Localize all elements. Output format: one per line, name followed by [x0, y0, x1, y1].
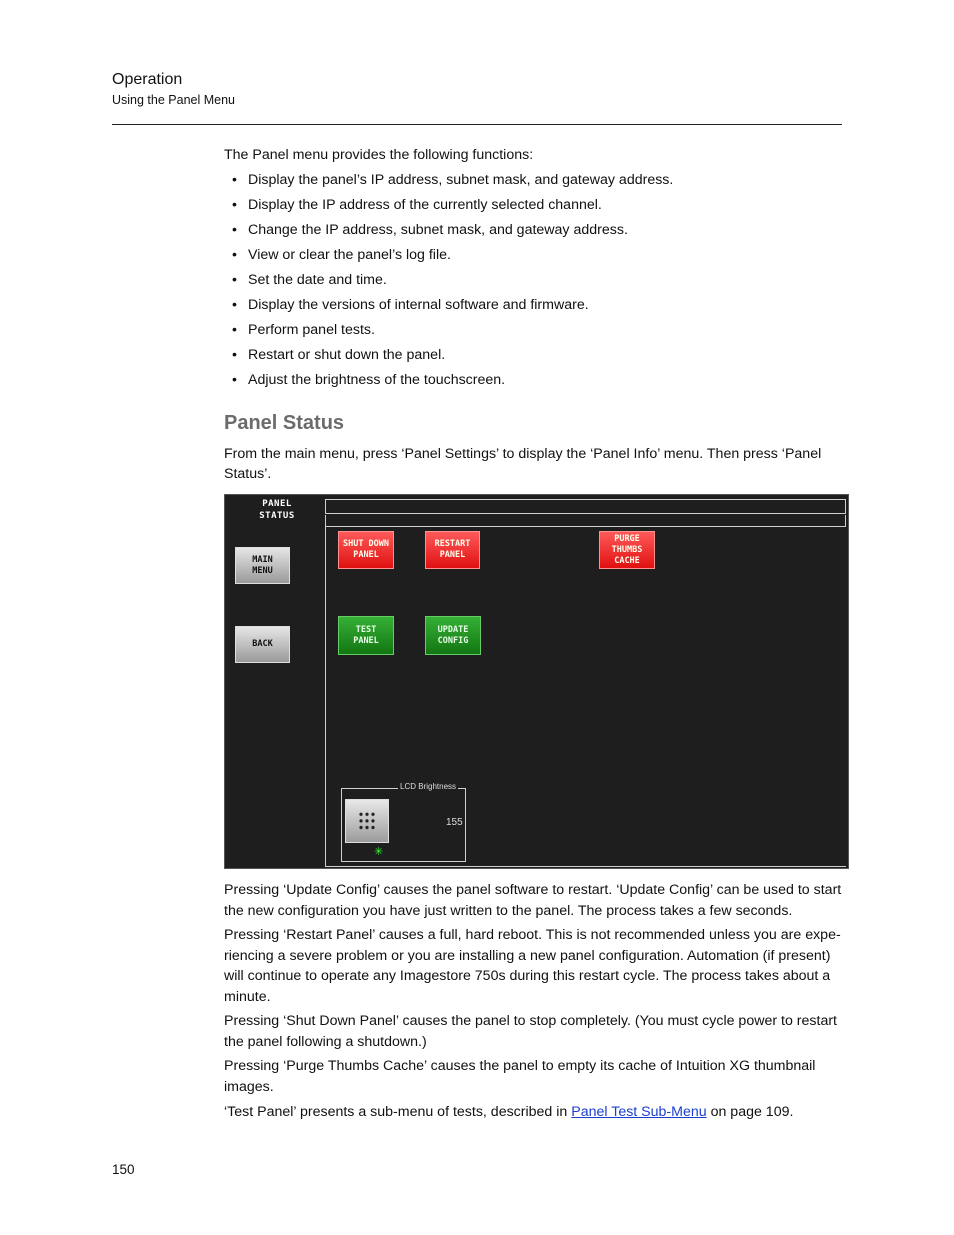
list-item: • Change the IP address, subnet mask, and gateway address.: [232, 220, 673, 245]
screen-title: PANEL STATUS: [259, 499, 295, 521]
text-fragment: ‘Test Panel’ presents a sub-menu of tests, described in: [224, 1104, 572, 1120]
list-item: • Set the date and time.: [232, 270, 673, 295]
intro-text: The Panel menu provides the following functions:: [224, 147, 534, 163]
keypad-button[interactable]: [345, 799, 389, 843]
paragraph-test-panel: [224, 1102, 849, 1123]
paragraph-update-config: Pressing ‘Update Config’ causes the panel software to restart. ‘Update Config’ can be used to start the new configuration you have just written to the panel. The process takes a few seconds.: [224, 882, 842, 919]
lcd-brightness-label: LCD Brightness: [400, 782, 457, 791]
header-title: Operation: [112, 71, 183, 88]
function-list: [232, 170, 673, 395]
list-item: • Perform panel tests.: [232, 320, 673, 345]
back-button[interactable]: BACK: [235, 626, 290, 663]
list-item: • Display the IP address of the currently selected channel.: [232, 195, 673, 220]
main-menu-button[interactable]: MAIN MENU: [235, 547, 290, 584]
update-config-button[interactable]: UPDATE CONFIG: [425, 616, 481, 655]
header-subtitle: Using the Panel Menu: [112, 93, 235, 107]
list-item: • Adjust the brightness of the touchscreen.: [232, 370, 673, 395]
star-indicator-icon: ✳: [374, 846, 384, 858]
test-panel-button[interactable]: TEST PANEL: [338, 616, 394, 655]
purge-thumbs-cache-button[interactable]: PURGE THUMBS CACHE: [599, 531, 655, 569]
restart-panel-button[interactable]: RESTART PANEL: [425, 531, 480, 569]
keypad-icon: [358, 811, 376, 831]
section-intro: From the main menu, press ‘Panel Settings’ to display the ‘Panel Info’ menu. Then press ‘Panel Status’.: [224, 446, 822, 482]
paragraph-shut-down: Pressing ‘Shut Down Panel’ causes the panel to stop completely. (You must cycle power to restart the panel following a shutdown.): [224, 1013, 837, 1050]
list-item: • Display the panel’s IP address, subnet mask, and gateway address.: [232, 170, 673, 195]
panel-test-submenu-link[interactable]: Panel Test Sub-Menu: [571, 1104, 707, 1120]
lcd-brightness-value: 155: [446, 817, 463, 828]
text-fragment: on page 109.: [706, 1104, 794, 1120]
section-heading: Panel Status: [224, 412, 345, 434]
list-item: • Restart or shut down the panel.: [232, 345, 673, 370]
shut-down-panel-button[interactable]: SHUT DOWN PANEL: [338, 531, 394, 569]
screen-status-bar: [325, 515, 846, 527]
list-item: • Display the versions of internal software and firmware.: [232, 295, 673, 320]
header-rule: [112, 124, 842, 125]
panel-status-screenshot: [224, 494, 849, 869]
list-item: • View or clear the panel’s log file.: [232, 245, 673, 270]
page-number: 150: [112, 1162, 135, 1177]
paragraph-restart-panel: Pressing ‘Restart Panel’ causes a full, hard reboot. This is not recommended unless you are expe-riencing a severe problem or you are installing a new panel configuration. Automation (if present) will continue to operate any Imagestore 750s during this restart cycle. The process takes about a minute.: [224, 927, 841, 1005]
paragraph-purge-cache: Pressing ‘Purge Thumbs Cache’ causes the panel to empty its cache of Intuition XG thumbnail images.: [224, 1058, 816, 1095]
screen-top-bar: [325, 499, 846, 514]
